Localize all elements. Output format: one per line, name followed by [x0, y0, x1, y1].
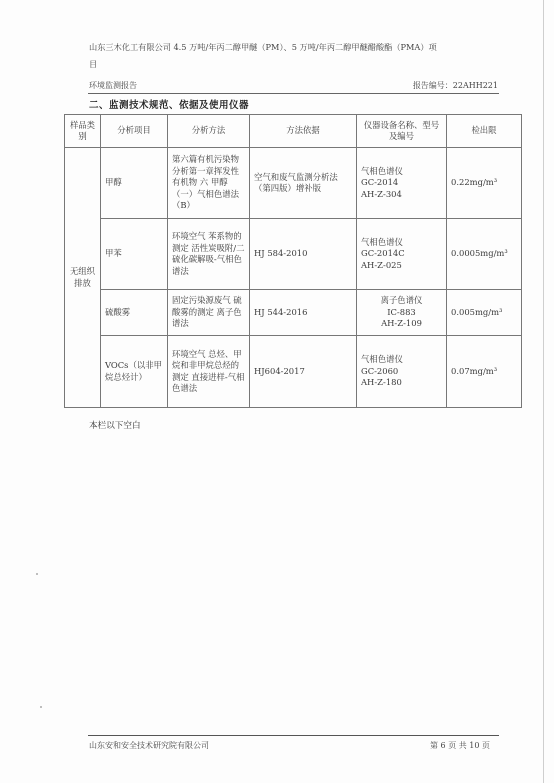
- instrument-model: GC-2014: [361, 177, 399, 188]
- scan-speck: [36, 573, 38, 575]
- detection-limit-cell: 0.07mg/m³: [447, 336, 522, 408]
- method-basis-cell: HJ 584-2010: [250, 219, 357, 290]
- instrument-model: IC-883: [387, 306, 416, 317]
- header-analysis-method: 分析方法: [168, 115, 250, 148]
- instrument-id: AH-Z-109: [381, 318, 422, 329]
- analysis-method-cell: 环境空气 总烃、甲烷和非甲烷总烃的测定 直接进样-气相色谱法: [168, 336, 250, 408]
- instrument-cell: [357, 336, 447, 408]
- analysis-method-cell: 固定污染源废气 硫酸雾的测定 离子色谱法: [168, 290, 250, 336]
- instrument-id: AH-Z-025: [361, 259, 402, 270]
- project-title-line1: 山东三木化工有限公司 4.5 万吨/年丙二醇甲醚（PM）、5 万吨/年丙二醇甲醚醋酸酯（PMA）项: [89, 42, 437, 52]
- header-rule: [88, 93, 499, 94]
- blank-below-note: 本栏以下空白: [89, 421, 141, 431]
- header-instrument: 仪器设备名称、型号及编号: [357, 115, 447, 148]
- instrument-name: 气相色谱仪: [361, 354, 403, 365]
- method-table: [64, 114, 522, 408]
- footer-organization: 山东安和安全技术研究院有限公司: [89, 741, 209, 750]
- analysis-method-cell: 环境空气 苯系物的测定 活性炭吸附/二硫化碳解吸-气相色谱法: [168, 219, 250, 290]
- sample-category-cell: 无组织排放: [65, 148, 101, 408]
- instrument-name: 气相色谱仪: [361, 236, 403, 247]
- method-basis-cell: HJ 544-2016: [250, 290, 357, 336]
- instrument-cell: [357, 290, 447, 336]
- footer-page-number: 第 6 页 共 10 页: [430, 741, 490, 750]
- scan-speck: [40, 706, 42, 708]
- report-meta-row: [89, 80, 498, 91]
- footer: [89, 740, 498, 751]
- analysis-item-cell: 甲苯: [101, 219, 168, 290]
- instrument-id: AH-Z-180: [361, 377, 402, 388]
- report-type: 环境监测报告: [89, 81, 137, 90]
- instrument-name: 离子色谱仪: [380, 295, 423, 306]
- page-edge-line: [543, 0, 544, 783]
- instrument-id: AH-Z-304: [361, 188, 402, 199]
- analysis-method-cell: 第六篇有机污染物分析第一章挥发性有机物 六 甲醇（一）气相色谱法（B）: [168, 148, 250, 219]
- instrument-model: GC-2060: [361, 365, 399, 376]
- table-row: [65, 290, 522, 336]
- header-detection-limit: 检出限: [447, 115, 522, 148]
- instrument-cell: [357, 219, 447, 290]
- detection-limit-cell: 0.005mg/m³: [447, 290, 522, 336]
- header-sample-category: 样品类别: [65, 115, 101, 148]
- table-header-row: [65, 115, 522, 148]
- analysis-item-cell: 硫酸雾: [101, 290, 168, 336]
- detection-limit-cell: 0.22mg/m³: [447, 148, 522, 219]
- instrument-name: 气相色谱仪: [361, 165, 403, 176]
- analysis-item-cell: VOCs（以非甲烷总烃计）: [101, 336, 168, 408]
- method-basis-cell: 空气和废气监测分析法（第四版）增补版: [250, 148, 357, 219]
- table-row: [65, 336, 522, 408]
- header-analysis-item: 分析项目: [101, 115, 168, 148]
- method-basis-cell: HJ604-2017: [250, 336, 357, 408]
- footer-rule: [88, 735, 499, 736]
- project-title-line2: 目: [89, 59, 98, 69]
- section-title: 二、监测技术规范、依据及使用仪器: [89, 100, 250, 111]
- instrument-cell: [357, 148, 447, 219]
- report-number: 报告编号：22AHH221: [412, 81, 498, 90]
- instrument-model: GC-2014C: [361, 248, 405, 259]
- table-row: [65, 219, 522, 290]
- analysis-item-cell: 甲醇: [101, 148, 168, 219]
- table-row: [65, 148, 522, 219]
- detection-limit-cell: 0.0005mg/m³: [447, 219, 522, 290]
- header-method-basis: 方法依据: [250, 115, 357, 148]
